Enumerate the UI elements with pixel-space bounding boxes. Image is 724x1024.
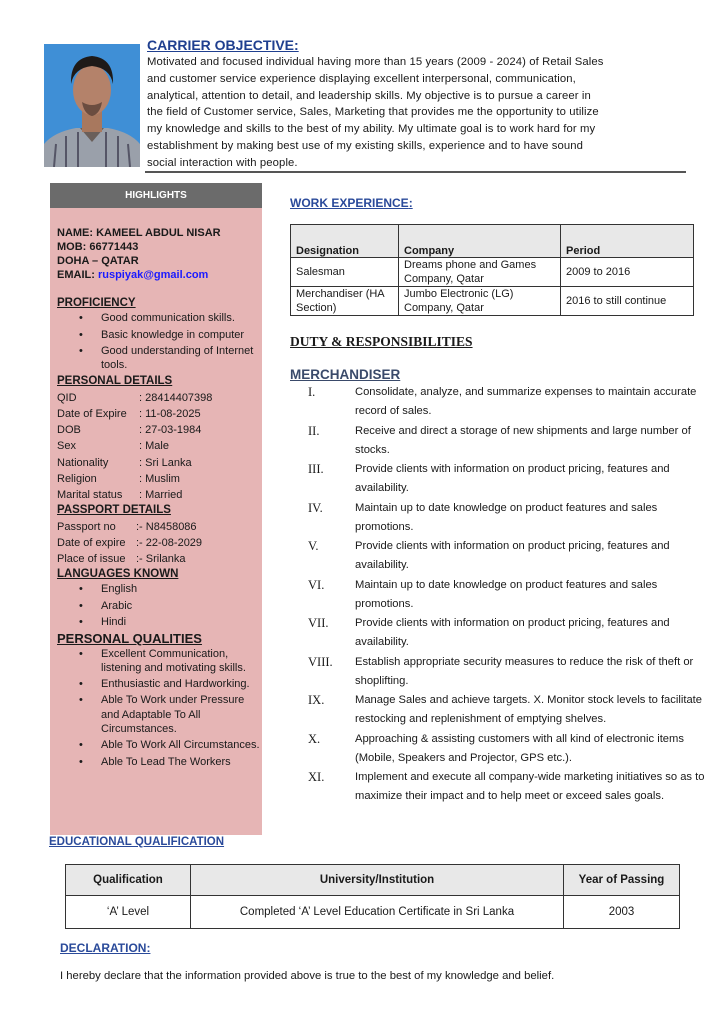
proficiency-title: PROFICIENCY (57, 297, 136, 309)
item-number: VII. (308, 616, 329, 630)
table-cell: Merchandiser (HA Section) (291, 287, 399, 316)
objective-title: CARRIER OBJECTIVE: (147, 37, 299, 53)
item-text: Implement and execute all company-wide marketing initiatives so as to maximize their impact and to help meet or exceed sales goals. (355, 771, 705, 802)
item-text: Provide clients with information on product pricing, features and availability. (355, 463, 670, 494)
col-institution: University/Institution (191, 865, 564, 896)
list-item (300, 422, 710, 460)
detail-value: : Male (139, 440, 169, 453)
education-table (65, 864, 680, 929)
objective-text (147, 54, 647, 172)
item-number: IX. (308, 693, 325, 707)
highlights-header: HIGHLIGHTS (50, 183, 262, 208)
detail-value: : Married (139, 489, 183, 501)
detail-row (57, 455, 262, 471)
item-number: X. (308, 731, 321, 746)
objective-line: and customer service experience displaying excellent interpersonal, communication, (147, 72, 576, 85)
detail-label: QID (57, 391, 77, 404)
personal-details (57, 390, 262, 503)
detail-row (57, 406, 262, 422)
work-title-text: WORK EXPERIENCE (290, 196, 409, 210)
objective-line: my knowledge and skills to the best of my ability. My ultimate goal is to work hard for my (147, 123, 596, 136)
item-number: XI. (308, 770, 325, 784)
list-item (300, 730, 710, 768)
list-item: • Good communication skills. (85, 311, 262, 325)
detail-label: Nationality (57, 456, 109, 469)
objective-line: Motivated and focused individual having more than 15 years (2009 - 2024) of Retail Sales (147, 56, 604, 68)
list-item: • Able To Work under Pressure and Adaptable To All Circumstances. (85, 693, 262, 736)
list-item: • English (85, 582, 262, 596)
objective-line: establishment by making best use of my existing skills, experience and to have sound (147, 139, 584, 152)
list-item (300, 537, 710, 575)
list-item (300, 576, 710, 614)
table-cell: Dreams phone and Games Company, Qatar (399, 258, 561, 287)
item-text: Approaching & assisting customers with all kind of electronic items (Mobile, Speakers and Projector, GPS etc.). (355, 732, 684, 764)
list-item (300, 614, 710, 652)
col-year: Year of Passing (564, 865, 680, 896)
table-cell: 2003 (564, 896, 680, 929)
detail-label: Religion (57, 472, 97, 485)
item-number: VI. (308, 577, 325, 592)
profile-photo (44, 44, 140, 167)
col-period: Period (561, 225, 694, 258)
detail-label: Date of Expire (57, 407, 127, 420)
mobile: MOB: 66771443 (57, 241, 139, 253)
list-item: • Basic knowledge in computer (85, 328, 262, 342)
personal-details-title: PERSONAL DETAILS (57, 375, 173, 388)
table-cell: Jumbo Electronic (LG) Company, Qatar (399, 287, 561, 316)
list-item: • Hindi (85, 615, 262, 629)
list-item: • Good understanding of Internet tools. (85, 344, 262, 373)
qualities-list (85, 647, 262, 769)
detail-value: : 27-03-1984 (139, 424, 202, 437)
list-item (300, 499, 710, 537)
list-item: • Able To Work All Circumstances. (85, 738, 262, 752)
proficiency-list (85, 311, 262, 372)
item-text: Maintain up to date knowledge on product features and sales promotions. (355, 501, 658, 533)
education-title: EDUCATIONAL QUALIFICATION (49, 836, 225, 848)
table-row (291, 287, 694, 316)
detail-value: :- Srilanka (136, 552, 186, 565)
detail-label: Sex (57, 440, 76, 453)
work-experience-title (290, 196, 413, 210)
table-cell: Completed ‘A’ Level Education Certificate in Sri Lanka (191, 896, 564, 929)
detail-value: : Sri Lanka (139, 456, 192, 469)
list-item (300, 768, 710, 806)
merchandiser-title: MERCHANDISER (290, 367, 401, 382)
detail-row (57, 471, 262, 487)
declaration-text: I hereby declare that the information provided above is true to the best of my knowledge and belief. (60, 970, 555, 982)
detail-value: : 28414407398 (139, 391, 213, 404)
location: DOHA – QATAR (57, 255, 139, 267)
objective-line: the field of Customer service, Sales, Marketing that provides me the opportunity to utilize (147, 106, 599, 119)
col-designation: Designation (291, 225, 399, 258)
item-number: I. (308, 385, 316, 399)
item-number: II. (308, 423, 320, 438)
table-cell: Salesman (291, 258, 399, 287)
detail-row (57, 535, 262, 551)
table-cell: 2016 to still continue (561, 287, 694, 316)
detail-value: :- 22-08-2029 (136, 536, 203, 549)
list-item (300, 691, 710, 729)
table-row (291, 258, 694, 287)
item-number: III. (308, 462, 324, 476)
list-item: • Enthusiastic and Hardworking. (85, 677, 262, 691)
item-text: Receive and direct a storage of new shipments and large number of stocks. (355, 424, 691, 456)
item-text: Manage Sales and achieve targets. X. Monitor stock levels to facilitate restocking and replenishment of emptying shelves. (355, 694, 702, 725)
passport-title: PASSPORT DETAILS (57, 504, 171, 517)
detail-row (57, 438, 262, 454)
objective-line: analytical, attention to detail, and leadership skills. My objective is to pursue a career in (147, 89, 591, 102)
detail-label: Place of issue (57, 552, 126, 565)
email-label: EMAIL: (57, 269, 95, 281)
work-experience-table (290, 224, 694, 316)
detail-value: : 11-08-2025 (139, 407, 201, 420)
item-text: Provide clients with information on product pricing, features and availability. (355, 540, 670, 571)
email-row (57, 268, 262, 282)
detail-row (57, 551, 262, 567)
item-text: Provide clients with information on product pricing, features and availability. (355, 617, 670, 648)
detail-label: Date of expire (57, 536, 126, 549)
detail-value: : Muslim (139, 472, 180, 485)
item-text: Maintain up to date knowledge on product features and sales promotions. (355, 578, 658, 610)
passport-details (57, 519, 262, 568)
item-number: IV. (308, 500, 323, 515)
list-item (300, 383, 710, 421)
detail-label: DOB (57, 424, 81, 437)
highlights-sidebar (50, 183, 262, 835)
detail-label: Marital status (57, 489, 123, 501)
list-item (300, 460, 710, 498)
declaration-title: DECLARATION: (60, 941, 151, 955)
table-cell: 2009 to 2016 (561, 258, 694, 287)
item-number: V. (308, 539, 319, 553)
qualities-title: PERSONAL QUALITIES (57, 631, 202, 647)
detail-value: :- N8458086 (136, 520, 197, 533)
divider (145, 171, 686, 173)
objective-line: social interaction with people. (147, 156, 298, 169)
languages-list (85, 582, 262, 629)
detail-row (57, 390, 262, 406)
table-cell: ‘A’ Level (66, 896, 191, 929)
detail-label: Passport no (57, 520, 116, 533)
detail-row (57, 519, 262, 535)
list-item: • Able To Lead The Workers (85, 755, 262, 769)
detail-row (57, 487, 262, 503)
list-item (300, 653, 710, 691)
col-qualification: Qualification (66, 865, 191, 896)
item-text: Consolidate, analyze, and summarize expenses to maintain accurate record of sales. (355, 386, 697, 417)
name: NAME: KAMEEL ABDUL NISAR (57, 227, 221, 239)
work-title-colon: : (408, 196, 413, 210)
detail-row (57, 422, 262, 438)
col-company: Company (399, 225, 561, 258)
email-link[interactable]: ruspiyak@gmail.com (97, 269, 209, 281)
item-number: VIII. (308, 654, 333, 669)
table-row (66, 896, 680, 929)
duty-title: DUTY & RESPONSIBILITIES (290, 334, 473, 349)
item-text: Establish appropriate security measures to reduce the risk of theft or shoplifting. (355, 655, 694, 687)
languages-title: LANGUAGES KNOWN (57, 568, 179, 581)
list-item: • Arabic (85, 599, 262, 613)
list-item: • Excellent Communication, listening and motivating skills. (85, 647, 262, 676)
responsibilities-list (300, 383, 710, 807)
